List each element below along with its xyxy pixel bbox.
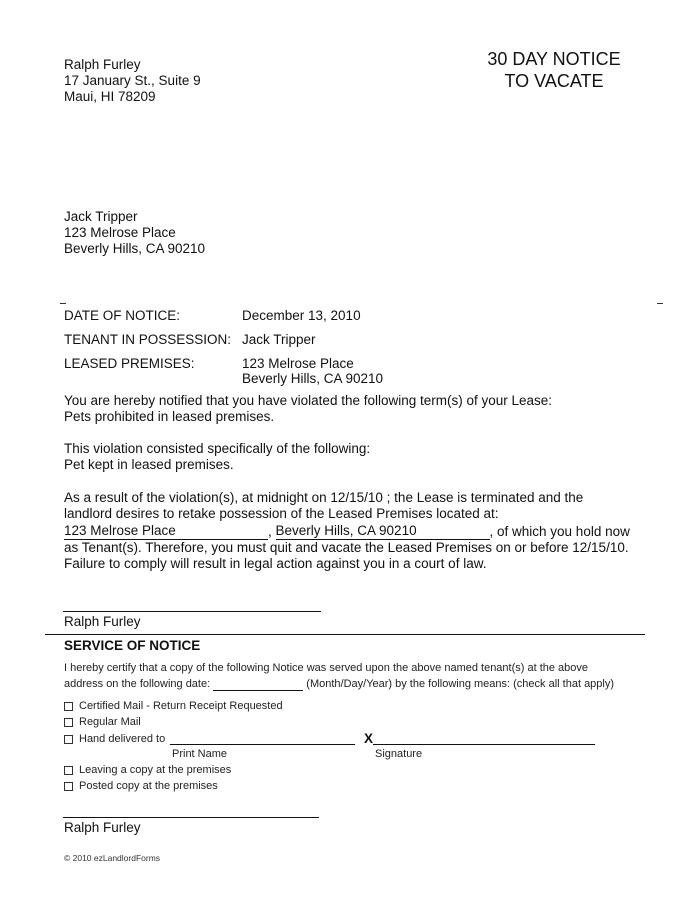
violation-specific: Pet kept in leased premises. <box>64 457 234 472</box>
notice-title-line2: TO VACATE <box>504 71 604 91</box>
service-heading: SERVICE OF NOTICE <box>64 638 201 653</box>
option-label: Leaving a copy at the premises <box>79 764 232 776</box>
signature-x-mark: X <box>364 731 374 746</box>
result-line1: As a result of the violation(s), at midnight on 12/15/10 ; the Lease is terminated and the <box>64 490 584 505</box>
tenant-in-possession-value: Jack Tripper <box>242 332 316 347</box>
option-label: Posted copy at the premises <box>79 780 218 792</box>
premises-city: Beverly Hills, CA 90210 <box>275 523 417 538</box>
fold-mark-right <box>657 303 663 304</box>
date-of-notice-label: DATE OF NOTICE: <box>64 308 181 323</box>
option-hand-delivered[interactable] <box>64 732 165 746</box>
option-regular-mail[interactable] <box>64 715 141 729</box>
option-certified-mail[interactable] <box>64 699 283 713</box>
service-date-blank[interactable] <box>213 678 303 691</box>
result-line5: Failure to comply will result in legal action against you in a court of law. <box>64 556 487 571</box>
option-leaving-copy[interactable] <box>64 763 231 777</box>
result-line3-end: , of which you hold now <box>489 524 630 539</box>
certify-line2-end: (Month/Day/Year) by the following means: (check all that apply) <box>306 678 615 690</box>
copyright: © 2010 ezLandlordForms <box>64 853 161 863</box>
notice-title-line1: 30 DAY NOTICE <box>487 49 621 69</box>
option-posted-copy[interactable] <box>64 779 218 793</box>
violation-specific-intro: This violation consisted specifically of the following: <box>64 441 371 456</box>
premises-street: 123 Melrose Place <box>64 523 176 538</box>
tenant-in-possession-label: TENANT IN POSSESSION: <box>64 332 232 347</box>
section-divider <box>45 634 645 635</box>
notice-title <box>464 48 644 92</box>
violation-term: Pets prohibited in leased premises. <box>64 409 275 424</box>
landlord-address-line2: Maui, HI 78209 <box>64 89 156 104</box>
landlord-address-line1: 17 January St., Suite 9 <box>64 73 201 88</box>
result-line2: landlord desires to retake possession of the Leased Premises located at: <box>64 506 499 521</box>
checkbox-icon[interactable] <box>64 766 73 775</box>
premises-city-blank <box>276 523 490 540</box>
premises-street-blank <box>64 523 268 540</box>
checkbox-icon[interactable] <box>64 718 73 727</box>
signature-name-2: Ralph Furley <box>64 820 141 835</box>
signature-label: Signature <box>375 748 423 760</box>
checkbox-icon[interactable] <box>64 702 73 711</box>
checkbox-icon[interactable] <box>64 735 73 744</box>
result-line3: 123 Melrose Place , Beverly Hills, CA 90210 , of which you hold now <box>64 523 630 539</box>
date-of-notice-value: December 13, 2010 <box>242 308 361 323</box>
hand-signature-line[interactable] <box>373 744 595 745</box>
print-name-line[interactable] <box>170 744 355 745</box>
tenant-name: Jack Tripper <box>64 209 138 224</box>
signature-line-1 <box>63 611 321 612</box>
option-label: Hand delivered to <box>79 733 166 745</box>
certify-line2 <box>64 677 614 691</box>
checkbox-icon[interactable] <box>64 782 73 791</box>
tenant-address-line2: Beverly Hills, CA 90210 <box>64 241 206 256</box>
certify-line1: I hereby certify that a copy of the following Notice was served upon the above named tenant(s) at the above <box>64 662 589 674</box>
option-label: Regular Mail <box>79 716 141 728</box>
signature-name-1: Ralph Furley <box>64 614 141 629</box>
signature-line-2 <box>63 817 319 818</box>
leased-premises-label: LEASED PREMISES: <box>64 356 195 371</box>
print-name-label: Print Name <box>172 748 228 760</box>
landlord-name: Ralph Furley <box>64 57 141 72</box>
leased-premises-line2: Beverly Hills, CA 90210 <box>242 371 384 386</box>
leased-premises-line1: 123 Melrose Place <box>242 356 354 371</box>
certify-line2-start: address on the following date: <box>64 678 211 690</box>
violation-intro: You are hereby notified that you have violated the following term(s) of your Lease: <box>64 393 553 408</box>
fold-mark-left <box>60 303 66 304</box>
option-label: Certified Mail - Return Receipt Requested <box>79 700 283 712</box>
result-line4: as Tenant(s). Therefore, you must quit and vacate the Leased Premises on or before 12/15/10. <box>64 540 629 555</box>
tenant-address-line1: 123 Melrose Place <box>64 225 176 240</box>
